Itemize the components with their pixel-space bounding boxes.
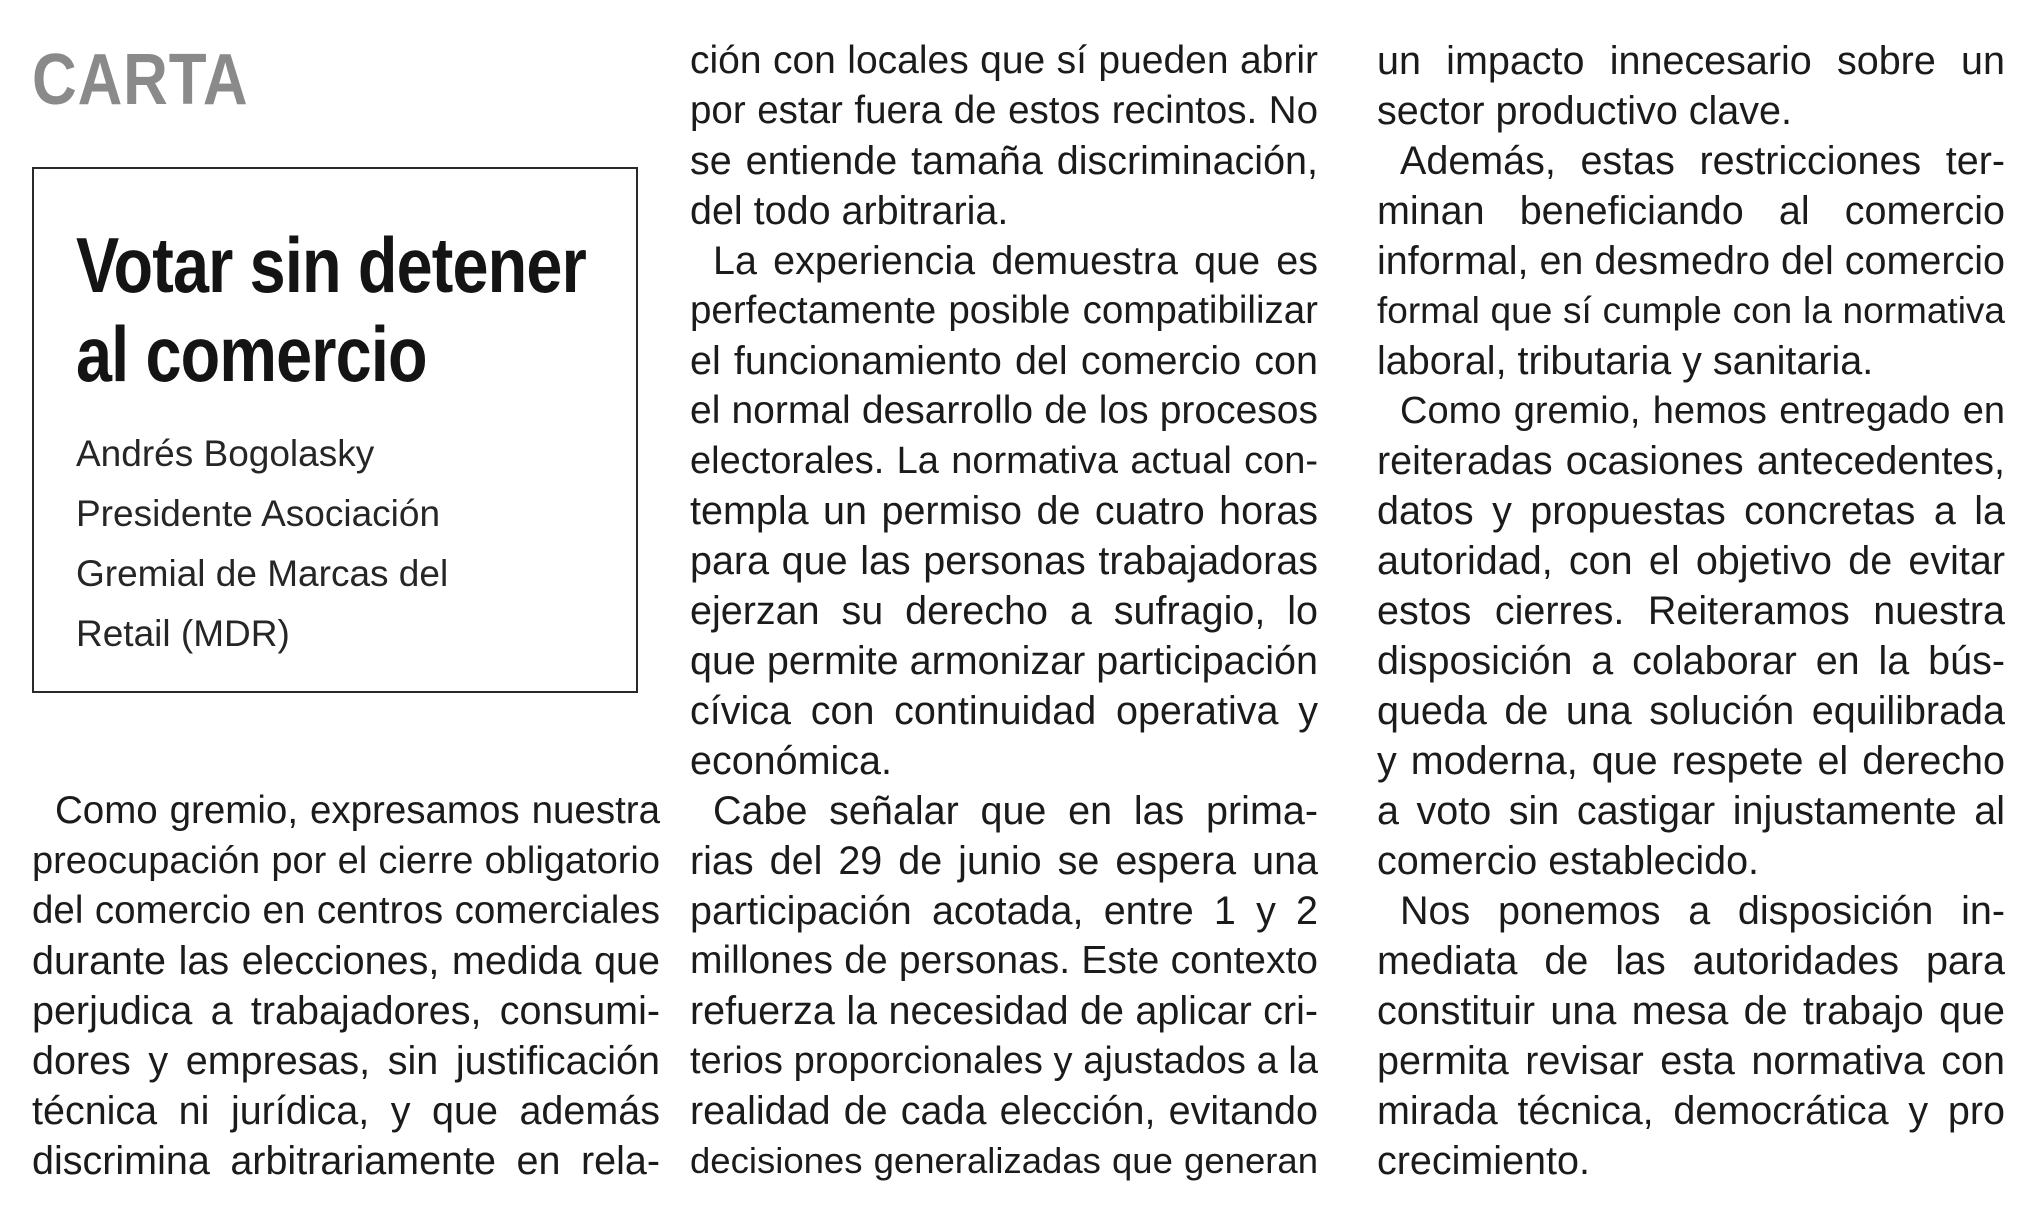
body-line: por estar fuera de estos recintos. No	[690, 89, 1318, 132]
body-line: sector productivo clave.	[1377, 89, 1792, 133]
body-line: preocupación por el cierre obligatorio	[32, 840, 660, 882]
author-title-line: Retail (MDR)	[76, 613, 290, 654]
author-name: Andrés Bogolasky	[76, 433, 375, 474]
body-line: Cabe señalar que en las prima-	[713, 789, 1318, 833]
body-line: perfectamente posible compatibilizar	[690, 289, 1318, 332]
body-line: Además, estas restricciones ter-	[1400, 139, 2005, 183]
headline-line: Votar sin detener	[76, 221, 586, 309]
body-line: económica.	[690, 739, 892, 783]
author-title-line: Gremial de Marcas del	[76, 553, 449, 594]
body-line: permita revisar esta normativa con	[1377, 1039, 2005, 1083]
body-line: estos cierres. Reiteramos nuestra	[1377, 589, 2005, 633]
body-line: realidad de cada elección, evitando	[690, 1089, 1318, 1133]
body-line: Como gremio, hemos entregado en	[1400, 390, 2005, 432]
body-line: minan beneficiando al comercio	[1377, 189, 2005, 233]
body-line: técnica ni jurídica, y que además	[32, 1089, 660, 1133]
body-line: discrimina arbitrariamente en rela-	[32, 1139, 660, 1183]
body-line: del todo arbitraria.	[690, 189, 1009, 233]
section-label: CARTA	[32, 40, 249, 120]
body-line: durante las elecciones, medida que	[32, 939, 660, 983]
body-line: templa un permiso de cuatro horas	[690, 489, 1318, 533]
article-column-1	[32, 0, 660, 1212]
body-line: mirada técnica, democrática y pro	[1377, 1089, 2005, 1133]
body-line: a voto sin castigar injustamente al	[1377, 789, 2005, 833]
body-line: autoridad, con el objetivo de evitar	[1377, 539, 2005, 583]
body-line: constituir una mesa de trabajo que	[1377, 989, 2005, 1033]
body-line: mediata de las autoridades para	[1377, 939, 2005, 983]
body-line: queda de una solución equilibrada	[1377, 689, 2005, 733]
body-line: del comercio en centros comerciales	[32, 889, 660, 932]
body-line: se entiende tamaña discriminación,	[690, 139, 1318, 183]
body-line: comercio establecido.	[1377, 839, 1760, 883]
body-line: terios proporcionales y ajustados a la	[690, 1040, 1318, 1082]
article-column-2	[690, 0, 1318, 1212]
body-line: el normal desarrollo de los procesos	[690, 389, 1318, 432]
body-line: refuerza la necesidad de aplicar cri-	[690, 989, 1318, 1033]
body-line: perjudica a trabajadores, consumi-	[32, 989, 660, 1033]
body-line: un impacto innecesario sobre un	[1377, 39, 2005, 83]
body-line: La experiencia demuestra que es	[713, 239, 1318, 283]
body-line: cívica con continuidad operativa y	[690, 689, 1318, 733]
body-line: informal, en desmedro del comercio	[1377, 239, 2005, 283]
body-line: crecimiento.	[1377, 1139, 1590, 1183]
headline-line: al comercio	[76, 310, 427, 398]
body-line: dores y empresas, sin justificación	[32, 1039, 660, 1083]
body-line: participación acotada, entre 1 y 2	[690, 889, 1318, 933]
body-line: y moderna, que respete el derecho	[1377, 739, 2005, 783]
article-column-3	[1377, 0, 2005, 1212]
body-line: laboral, tributaria y sanitaria.	[1377, 339, 1874, 383]
body-line: datos y propuestas concretas a la	[1377, 489, 2005, 533]
body-line: el funcionamiento del comercio con	[690, 339, 1318, 383]
body-line: rias del 29 de junio se espera una	[690, 839, 1318, 883]
body-line: ción con locales que sí pueden abrir	[690, 39, 1318, 82]
body-line: disposición a colaborar en la bús-	[1377, 639, 2005, 683]
author-title-line: Presidente Asociación	[76, 493, 441, 534]
body-line: que permite armonizar participación	[690, 639, 1318, 683]
body-line: Como gremio, expresamos nuestra	[55, 789, 660, 832]
body-line: ejerzan su derecho a sufragio, lo	[690, 589, 1318, 633]
body-line: formal que sí cumple con la normativa	[1377, 290, 2005, 331]
body-line: para que las personas trabajadoras	[690, 539, 1318, 583]
body-line: reiteradas ocasiones antecedentes,	[1377, 439, 2005, 483]
body-line: Nos ponemos a disposición in-	[1400, 889, 2005, 933]
body-line: electorales. La normativa actual con-	[690, 440, 1318, 482]
body-line: decisiones generalizadas que generan	[690, 1140, 1318, 1181]
body-line: millones de personas. Este contexto	[690, 939, 1318, 982]
